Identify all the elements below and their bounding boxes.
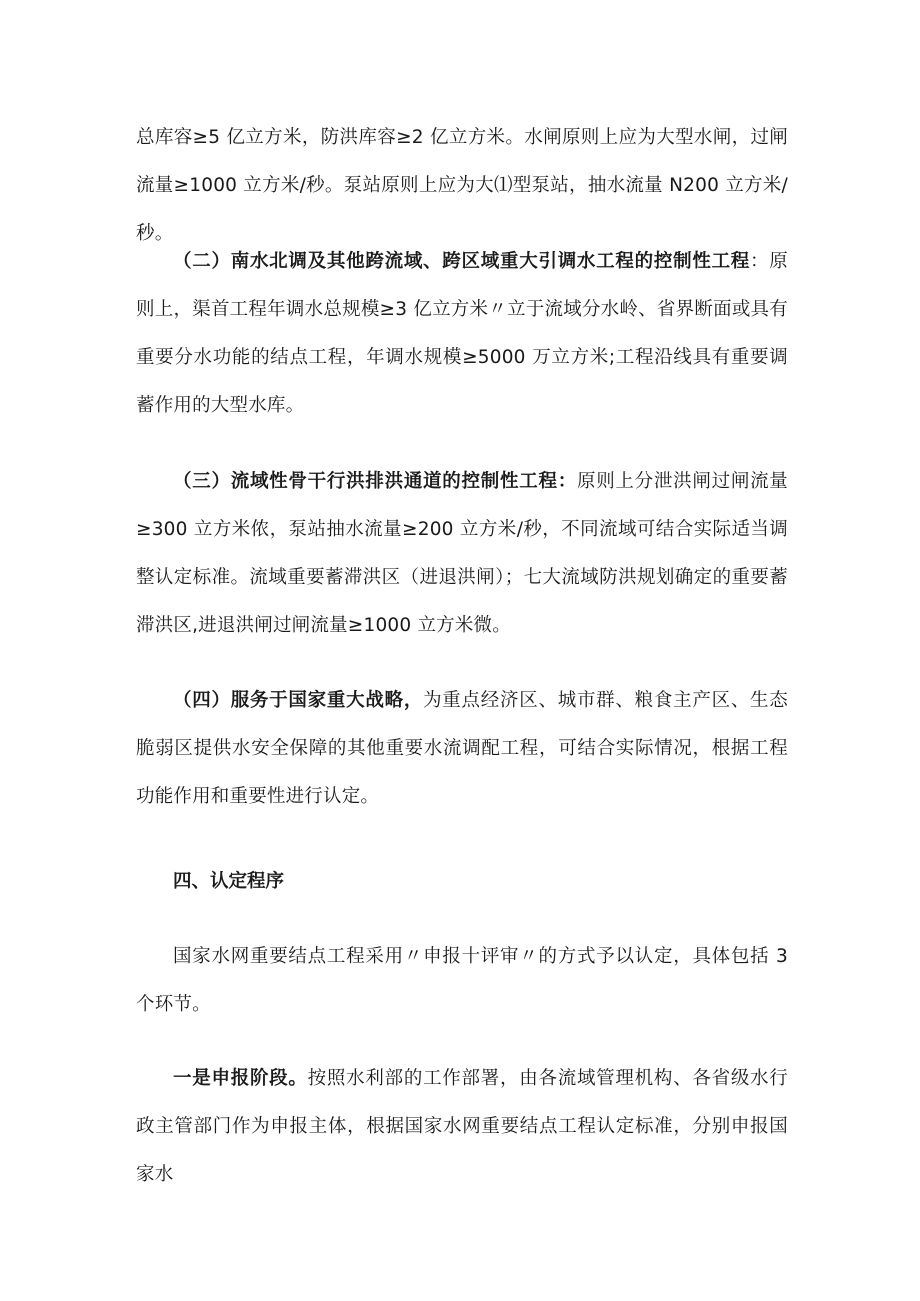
paragraph-text: 总库容≥5 亿立方米，防洪库容≥2 亿立方米。水闸原则上应为大型水闸，过闸流量≥1000 立方米/秒。泵站原则上应为大⑴型泵站，抽水流量 N200 立方米/秒。 bbox=[136, 127, 788, 244]
paragraph-bold-lead: （二）南水北调及其他跨流域、跨区域重大引调水工程的控制性工程 bbox=[173, 251, 751, 272]
paragraph-bold-lead: （三）流域性骨干行洪排洪通道的控制性工程： bbox=[173, 471, 577, 492]
paragraph-text: 为重点经济区、城市群、粮食主产区、生态脆弱区提供水安全保障的其他重要水流调配工程，可结合实际情况，根据工程功能作用和重要性进行认定。 bbox=[136, 690, 788, 807]
paragraph-reservoir-standards bbox=[136, 114, 788, 258]
section-heading: 四、认定程序 bbox=[173, 871, 285, 892]
paragraph-application-stage bbox=[136, 1055, 788, 1199]
paragraph-text: 按照水利部的工作部署，由各流域管理机构、各省级水行政主管部门作为申报主体，根据国家水网重要结点工程认定标准，分别申报国家水 bbox=[136, 1068, 788, 1185]
paragraph-text: 国家水网重要结点工程采用〃申报十评审〃的方式予以认定，具体包括 3 个环节。 bbox=[136, 946, 788, 1015]
paragraph-procedure-intro bbox=[136, 933, 788, 1029]
paragraph-bold-lead: （四）服务于国家重大战略， bbox=[173, 690, 424, 711]
paragraph-flood-channels bbox=[136, 458, 788, 650]
paragraph-text: 原则上分泄洪闸过闸流量≥300 立方米侬，泵站抽水流量≥200 立方米/秒，不同流域可结合实际适当调整认定标准。流域重要蓄滞洪区（进退洪闸）；七大流域防洪规划确定的重要蓄滞洪区,进退洪闸过闸流量≥1000 立方米微。 bbox=[136, 471, 789, 636]
paragraph-water-diversion bbox=[136, 238, 788, 430]
paragraph-national-strategy bbox=[136, 677, 788, 821]
paragraph-text: ：原则上，渠首工程年调水总规模≥3 亿立方米〃立于流域分水岭、省界断面或具有重要分水功能的结点工程，年调水规模≥5000 万立方米;工程沿线具有重要调蓄作用的大型水库。 bbox=[136, 251, 788, 416]
paragraph-bold-lead: 一是申报阶段。 bbox=[173, 1068, 308, 1089]
